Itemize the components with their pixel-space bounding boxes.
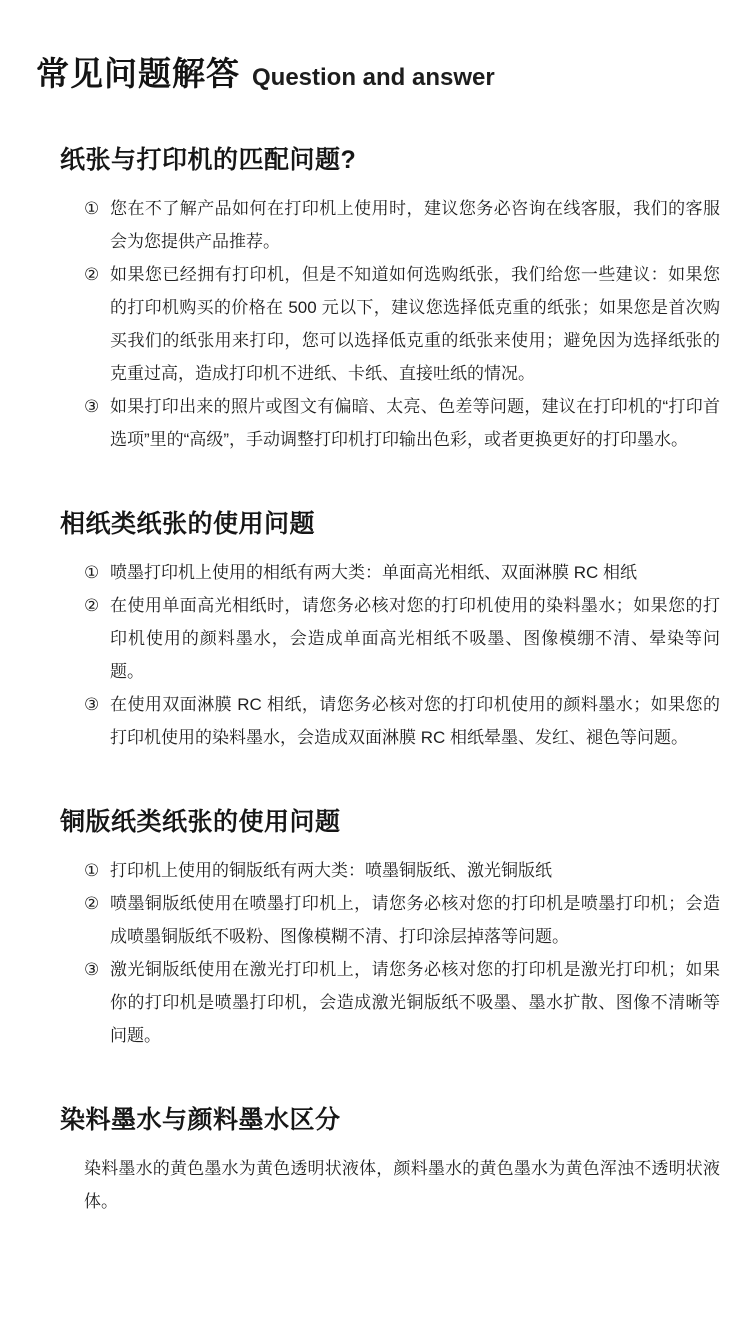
item-text: 在使用双面淋膜 RC 相纸，请您务必核对您的打印机使用的颜料墨水；如果您的打印机使用的染料墨水，会造成双面淋膜 RC 相纸晕墨、发红、褪色等问题。 <box>110 695 720 748</box>
list-item <box>36 953 720 1052</box>
item-number-marker: ① <box>84 199 100 219</box>
item-number-marker: ③ <box>84 695 100 715</box>
page-title <box>36 56 720 92</box>
page-title-en: Question and answer <box>252 64 495 91</box>
item-number-marker: ③ <box>84 397 100 417</box>
faq-section-ink-difference <box>36 1100 720 1218</box>
list-item <box>36 258 720 390</box>
faq-section-photo-paper <box>36 504 720 754</box>
item-text: 在使用单面高光相纸时，请您务必核对您的打印机使用的染料墨水；如果您的打印机使用的颜料墨水，会造成单面高光相纸不吸墨、图像模绷不清、晕染等问题。 <box>110 596 720 682</box>
item-number-marker: ② <box>84 596 100 616</box>
section-heading: 染料墨水与颜料墨水区分 <box>60 1106 341 1135</box>
list-item <box>36 390 720 456</box>
list-item <box>36 556 720 589</box>
item-number-marker: ② <box>84 894 100 914</box>
list-item <box>36 887 720 953</box>
faq-list <box>36 556 720 754</box>
list-item <box>36 589 720 688</box>
section-heading: 纸张与打印机的匹配问题? <box>60 146 357 175</box>
section-heading: 相纸类纸张的使用问题 <box>60 510 316 539</box>
item-text: 喷墨铜版纸使用在喷墨打印机上，请您务必核对您的打印机是喷墨打印机；会造成喷墨铜版纸不吸粉、图像模糊不清、打印涂层掉落等问题。 <box>110 894 720 947</box>
faq-list <box>36 192 720 456</box>
list-item <box>36 688 720 754</box>
section-heading: 铜版纸类纸张的使用问题 <box>60 808 341 837</box>
item-text: 如果您已经拥有打印机，但是不知道如何选购纸张，我们给您一些建议：如果您的打印机购买的价格在 500 元以下，建议您选择低克重的纸张；如果您是首次购买我们的纸张用来打印，您可以选择低克重的纸张来使用；避免因为选择纸张的克重过高，造成打印机不进纸、卡纸、直接吐纸的情况。 <box>110 265 720 384</box>
faq-section-coated-paper <box>36 802 720 1052</box>
faq-section-paper-printer-match <box>36 140 720 456</box>
item-number-marker: ③ <box>84 960 100 980</box>
item-number-marker: ① <box>84 563 100 583</box>
item-text: 喷墨打印机上使用的相纸有两大类：单面高光相纸、双面淋膜 RC 相纸 <box>110 563 637 583</box>
list-item <box>36 854 720 887</box>
item-text: 您在不了解产品如何在打印机上使用时，建议您务必咨询在线客服，我们的客服会为您提供产品推荐。 <box>110 199 720 252</box>
list-item <box>36 192 720 258</box>
page-title-zh: 常见问题解答 <box>36 55 240 92</box>
item-number-marker: ② <box>84 265 100 285</box>
item-text: 打印机上使用的铜版纸有两大类：喷墨铜版纸、激光铜版纸 <box>110 861 552 881</box>
faq-list <box>36 854 720 1052</box>
item-text: 激光铜版纸使用在激光打印机上，请您务必核对您的打印机是激光打印机；如果你的打印机是喷墨打印机，会造成激光铜版纸不吸墨、墨水扩散、图像不清晰等问题。 <box>110 960 720 1046</box>
item-text: 如果打印出来的照片或图文有偏暗、太亮、色差等问题，建议在打印机的“打印首选项”里的“高级”，手动调整打印机打印输出色彩，或者更换更好的打印墨水。 <box>110 397 720 450</box>
item-number-marker: ① <box>84 861 100 881</box>
section-paragraph: 染料墨水的黄色墨水为黄色透明状液体，颜料墨水的黄色墨水为黄色浑浊不透明状液体。 <box>84 1159 720 1212</box>
